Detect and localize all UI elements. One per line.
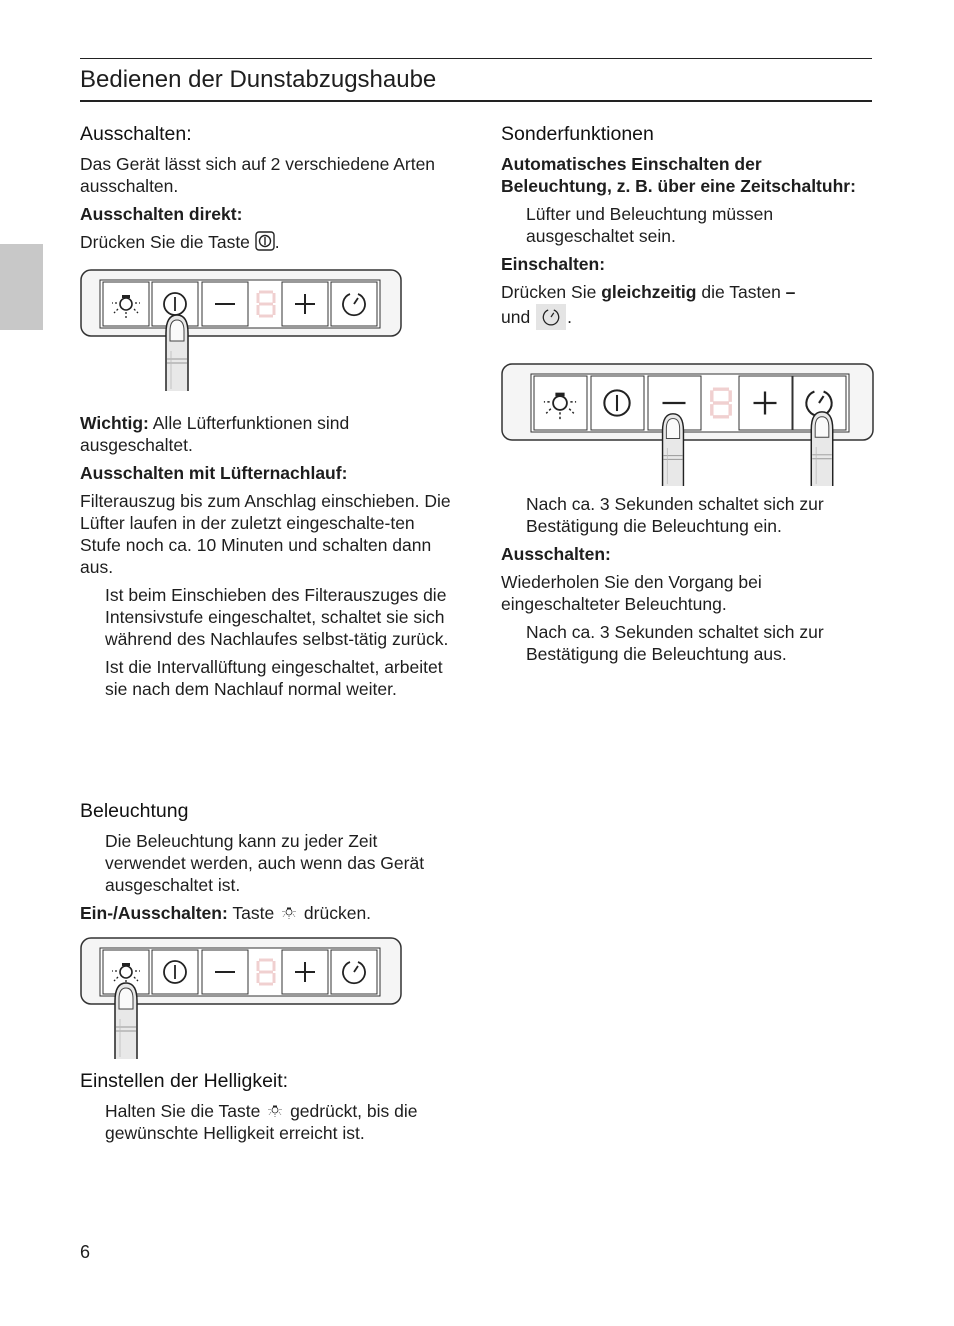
heading-sonderfunktionen: Sonderfunktionen xyxy=(501,123,654,145)
finger-illustration-timer xyxy=(811,412,832,486)
left-column xyxy=(80,121,455,253)
section-lighting xyxy=(80,798,455,924)
afterrun-note-2: Ist die Intervallüftung eingeschaltet, arbeitet sie nach dem Nachlauf normal weiter. xyxy=(105,657,443,699)
afterrun-note-1: Ist beim Einschieben des Filterauszuges die Intensivstufe eingeschaltet, schaltet sie sich während des Nachlaufes selbst-tätig zurück. xyxy=(105,585,449,649)
off-direct-heading: Ausschalten direkt: xyxy=(80,204,243,224)
important-text: Alle Lüfterfunktionen sind ausgeschaltet. xyxy=(80,413,350,455)
auto-light-heading: Automatisches Einschalten der Beleuchtung, z. B. über eine Zeitschaltuhr: xyxy=(501,154,856,196)
off-direct-text-post: . xyxy=(274,232,280,252)
page-title: Bedienen der Dunstabzugshaube xyxy=(80,66,437,93)
finger-illustration-minus xyxy=(663,414,684,486)
off-text-special: Wiederholen Sie den Vorgang bei eingeschalteter Beleuchtung. xyxy=(501,572,762,614)
on-bold: gleichzeitig xyxy=(601,282,697,302)
afterrun-heading: Ausschalten mit Lüfternachlauf: xyxy=(80,463,348,483)
left-column-continued xyxy=(80,412,455,700)
light-key-icon xyxy=(279,902,299,922)
on-mid: die Tasten xyxy=(696,282,786,302)
on-and: und xyxy=(501,307,536,327)
panel-key-plus xyxy=(739,376,792,430)
afterrun-text: Filterauszug bis zum Anschlag einschieben. Die Lüfter laufen in der zuletzt eingeschalte-ten Stufe noch ca. 10 Minuten und schalten dann aus. xyxy=(80,491,451,577)
finger-illustration xyxy=(115,983,137,1059)
panel-key-plus xyxy=(282,282,328,326)
off-intro: Das Gerät lässt sich auf 2 verschiedene Arten ausschalten. xyxy=(80,154,436,196)
lighting-toggle xyxy=(80,902,455,924)
panel-key-light xyxy=(103,282,149,326)
lighting-toggle-post: drücken. xyxy=(299,903,372,923)
off-result: Nach ca. 3 Sekunden schaltet sich zur Bestätigung die Beleuchtung aus. xyxy=(526,622,824,664)
brightness-text xyxy=(80,1100,455,1144)
control-panel-timer-illustration xyxy=(501,362,874,486)
auto-light-text: Lüfter und Beleuchtung müssen ausgeschaltet sein. xyxy=(526,204,774,246)
panel-key-timer xyxy=(331,282,377,326)
on-heading: Einschalten: xyxy=(501,254,606,274)
lighting-toggle-pre: Taste xyxy=(227,903,280,923)
light-key-icon xyxy=(265,1100,285,1120)
on-pre: Drücken Sie xyxy=(501,282,602,302)
off-direct-text-pre: Drücken Sie die Taste xyxy=(80,232,255,252)
timer-key-icon xyxy=(535,303,567,331)
important-note xyxy=(80,412,455,456)
off-direct-text xyxy=(80,231,455,253)
on-text xyxy=(501,281,873,331)
brightness-pre: Halten Sie die Taste xyxy=(105,1101,266,1121)
panel-key-power xyxy=(152,950,198,994)
heading-helligkeit: Einstellen der Helligkeit: xyxy=(80,1070,289,1092)
finger-illustration xyxy=(166,315,188,391)
lighting-text: Die Beleuchtung kann zu jeder Zeit verwendet werden, auch wenn das Gerät ausgeschaltet ist. xyxy=(105,831,425,895)
header-rule-bottom xyxy=(80,100,872,102)
power-key-icon xyxy=(255,231,275,251)
page-number: 6 xyxy=(80,1242,91,1262)
brightness-post: gedrückt, bis die gewünschte Helligkeit erreicht ist. xyxy=(105,1101,418,1143)
control-panel-light-illustration xyxy=(80,936,402,1060)
panel-key-light xyxy=(534,376,587,430)
panel-key-minus xyxy=(202,282,248,326)
on-post: . xyxy=(567,307,572,327)
control-panel-off-illustration xyxy=(80,268,402,392)
important-label: Wichtig: xyxy=(80,413,149,433)
panel-key-timer xyxy=(331,950,377,994)
header-rule-top xyxy=(80,58,872,59)
panel-key-plus xyxy=(282,950,328,994)
lighting-toggle-label: Ein-/Ausschalten: xyxy=(80,903,228,923)
off-heading-special: Ausschalten: xyxy=(501,544,611,564)
right-column xyxy=(501,121,873,331)
on-minus: – xyxy=(785,282,796,302)
heading-ausschalten: Ausschalten: xyxy=(80,123,192,145)
right-column-continued xyxy=(501,493,873,665)
panel-key-minus xyxy=(202,950,248,994)
section-brightness xyxy=(80,1068,455,1144)
chapter-tab-marker xyxy=(0,244,43,330)
on-result: Nach ca. 3 Sekunden schaltet sich zur Bestätigung die Beleuchtung ein. xyxy=(526,494,824,536)
panel-key-power xyxy=(591,376,644,430)
heading-beleuchtung: Beleuchtung xyxy=(80,800,189,822)
